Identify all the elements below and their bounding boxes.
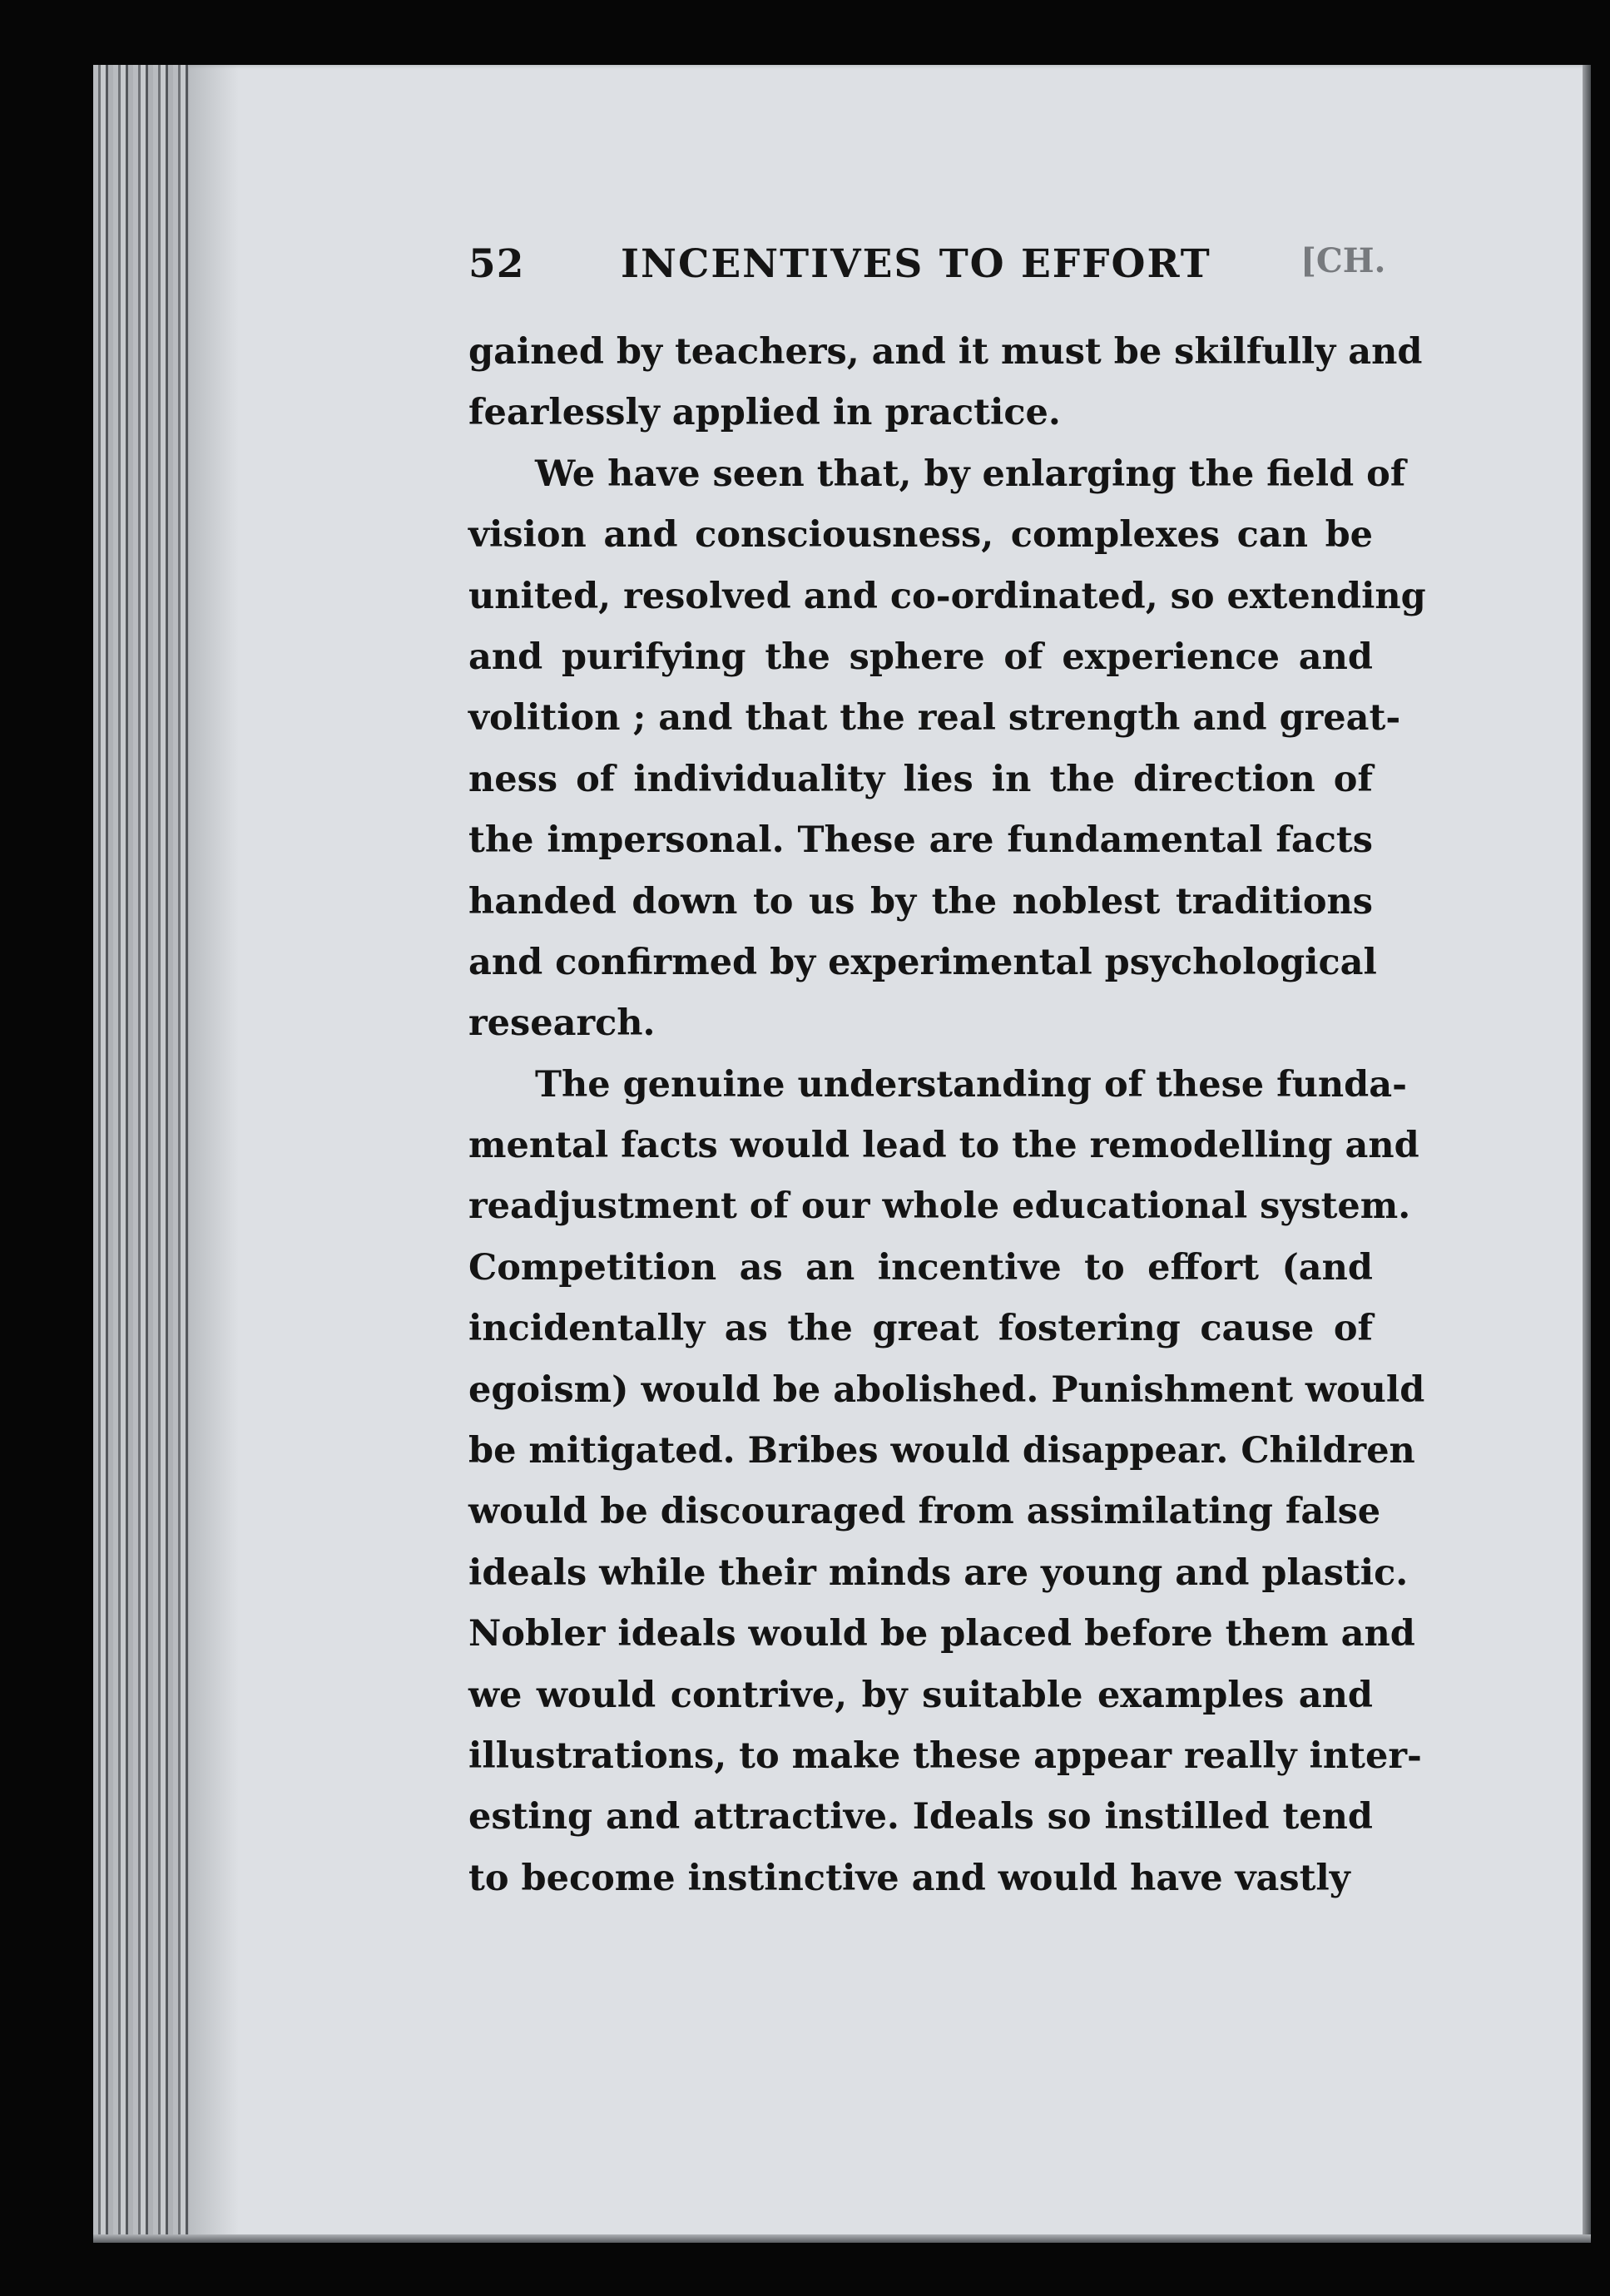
text-line: The genuine understanding of these funda- — [535, 1063, 1407, 1106]
text-line: readjustment of our whole educational system. — [468, 1185, 1411, 1228]
text-line: mental facts would lead to the remodelling and — [468, 1125, 1419, 1167]
text-line: incidentally as the great fostering cause of — [468, 1308, 1373, 1350]
text-line: fearlessly applied in practice. — [468, 392, 1061, 434]
text-line: would be discouraged from assimilating false — [468, 1491, 1381, 1533]
text-line: illustrations, to make these appear really inter- — [468, 1734, 1422, 1777]
page-right-edge — [1583, 65, 1591, 2243]
page-header — [468, 241, 1386, 291]
text-line: egoism) would be abolished. Punishment would — [468, 1368, 1425, 1411]
paragraph — [468, 444, 1426, 1055]
text-line: and purifying the sphere of experience and — [468, 636, 1373, 678]
text-line: Competition as an incentive to effort (and — [468, 1246, 1373, 1289]
text-line: and confirmed by experimental psychological — [468, 941, 1377, 983]
chapter-mark: [CH. — [1300, 241, 1386, 280]
text-line: Nobler ideals would be placed before them and — [468, 1613, 1415, 1655]
text-line: ideals while their minds are young and plastic. — [468, 1551, 1409, 1594]
text-line: to become instinctive and would have vastly — [468, 1857, 1350, 1899]
body-text — [468, 322, 1426, 1909]
paragraph — [468, 1055, 1425, 1909]
text-line: ness of individuality lies in the direction of — [468, 758, 1373, 800]
gutter-shadow — [189, 65, 239, 2243]
running-head: INCENTIVES TO EFFORT — [621, 241, 1211, 287]
text-line: vision and consciousness, complexes can be — [468, 514, 1373, 557]
text-line: we would contrive, by suitable examples and — [468, 1674, 1373, 1716]
text-line: be mitigated. Bribes would disappear. Children — [468, 1430, 1415, 1472]
text-line: research. — [468, 1002, 656, 1045]
text-line: handed down to us by the noblest traditions — [468, 880, 1373, 923]
text-line: gained by teachers, and it must be skilfully and — [468, 331, 1423, 373]
text-line: united, resolved and co-ordinated, so extending — [468, 575, 1426, 617]
text-line: the impersonal. These are fundamental facts — [468, 819, 1373, 862]
text-line: esting and attractive. Ideals so instilled tend — [468, 1796, 1373, 1838]
paragraph — [468, 322, 1423, 444]
page-gutter — [93, 65, 189, 2243]
page-bottom-edge — [93, 2234, 1591, 2243]
page-number: 52 — [468, 241, 525, 287]
text-line: volition ; and that the real strength and great- — [468, 697, 1401, 740]
text-line: We have seen that, by enlarging the field of — [535, 453, 1406, 495]
